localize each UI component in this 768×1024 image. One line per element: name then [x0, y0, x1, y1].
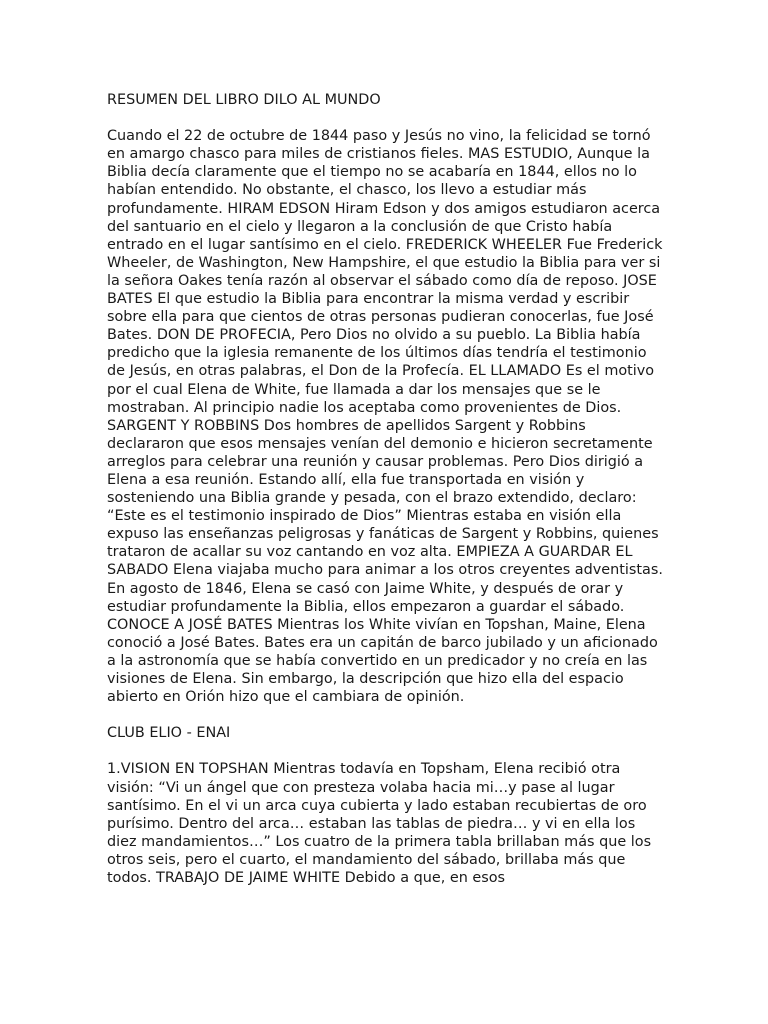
document-title: RESUMEN DEL LIBRO DILO AL MUNDO — [107, 92, 381, 108]
paragraph-gap — [107, 109, 663, 127]
section-heading-club: CLUB ELIO - ENAI — [107, 725, 231, 742]
body-paragraph-1: Cuando el 22 de octubre de 1844 paso y Jesús no vino, la felicidad se tornó en amargo chasco para miles de cristianos fieles. MAS ESTUDIO, Aunque la Biblia decía claramente que el tiempo no se acabaría en 1844, ellos no lo habían entendido. No obstante, el chasco, los llevo a estudiar más profundamente. HIRAM EDSON Hiram Edson y dos amigos estudiaron acerca del santuario en el cielo y llegaron a la conclusión de que Cristo había entrado en el lugar santísimo en el cielo. FREDERICK WHEELER Fue Frederick Wheeler, de Washington, New Hampshire, el que estudio la Biblia para ver si la señora Oakes tenía razón al observar el sábado como día de reposo. JOSE BATES El que estudio la Biblia para encontrar la misma verdad y escribir sobre ella para que cientos de otras personas pudieran conocerlas, fue José Bates. DON DE PROFECIA, Pero Dios no olvido a su pueblo. La Biblia había predicho que la iglesia remanente de los últimos días tendría el testimonio de Jesús, en otras palabras, el Don de la Profecía. EL LLAMADO Es el motivo por el cual Elena de White, fue llamada a dar los mensajes que se le mostraban. Al principio nadie los aceptaba como provenientes de Dios. SARGENT Y ROBBINS Dos hombres de apellidos Sargent y Robbins declararon que esos mensajes venían del demonio e hicieron secretamente arreglos para celebrar una reunión y causar problemas. Pero Dios dirigió a Elena a esa reunión. Estando allí, ella fue transportada en visión y sosteniendo una Biblia grande y pesada, con el brazo extendido, declaro: “Este es el testimonio inspirado de Dios” Mientras estaba en visión ella expuso las enseñanzas peligrosas y fanáticas de Sargent y Robbins, quienes trataron de acallar su voz cantando en voz alta. EMPIEZA A GUARDAR EL SABADO Elena viajaba mucho para animar a los otros creyentes adventistas. En agosto de 1846, Elena se casó con Jaime White, y después de orar y estudiar profundamente la Biblia, ellos empezaron a guardar el sábado. CONOCE A JOSÉ BATES Mientras los White vivían en Topshan, Maine, Elena conoció a José Bates. Bates era un capitán de barco jubilado y un aficionado a la astronomía que se había convertido en un predicador y no creía en las visiones de Elena. Sin embargo, la descripción que hizo ella del espacio abierto en Orión hizo que el cambiara de opinión. — [107, 128, 663, 706]
document-body — [107, 91, 663, 887]
paragraph-gap — [107, 706, 663, 724]
body-paragraph-2: 1.VISION EN TOPSHAN Mientras todavía en Topsham, Elena recibió otra visión: “Vi un ángel que con presteza volaba hacia mi…y pase al lugar santísimo. En el vi un arca cuya cubierta y lado estaban recubiertas de oro purísimo. Dentro del arca… estaban las tablas de piedra… y vi en ella los diez mandamientos…” Los cuatro de la primera tabla brillaban más que los otros seis, pero el cuarto, el mandamiento del sábado, brillaba más que todos. TRABAJO DE JAIME WHITE Debido a que, en esos — [107, 761, 652, 887]
paragraph-gap — [107, 742, 663, 760]
